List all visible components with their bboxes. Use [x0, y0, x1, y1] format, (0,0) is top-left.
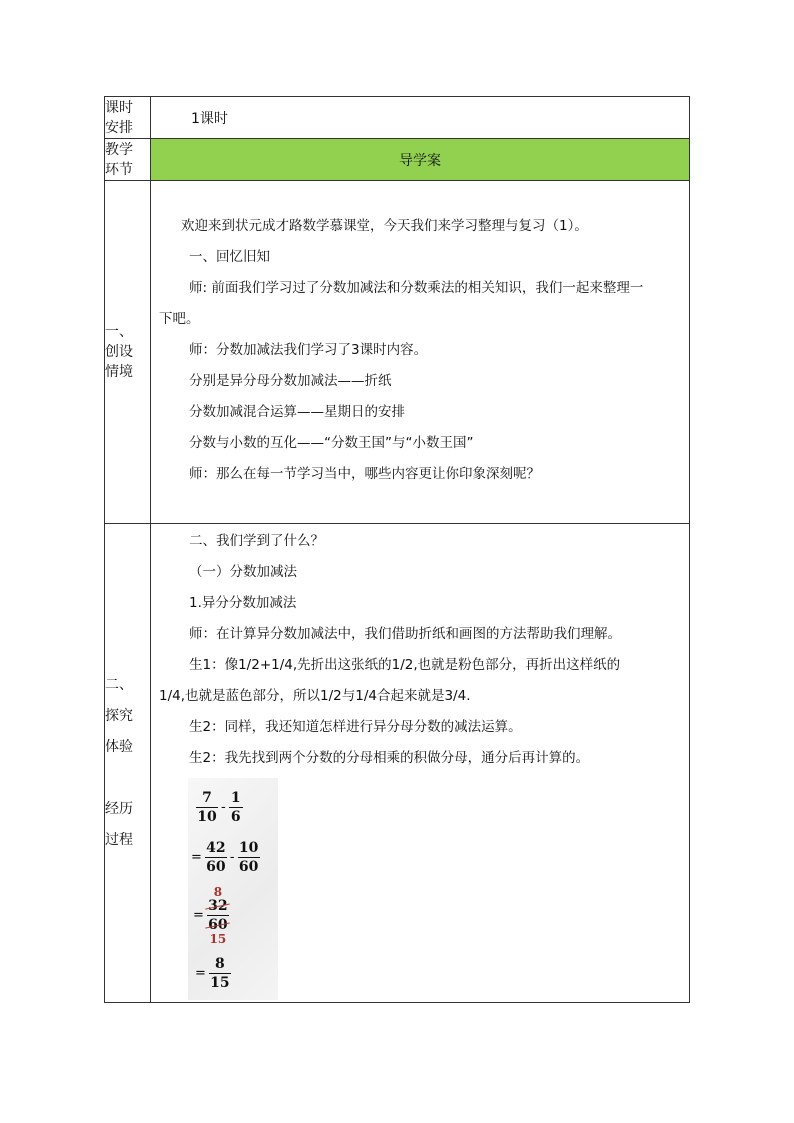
label-line: 一、 — [105, 324, 133, 340]
denominator: 60 — [206, 859, 226, 875]
fraction-bar — [205, 857, 227, 858]
numerator: 32 — [208, 898, 228, 914]
schedule-value: 1课时 — [191, 110, 228, 127]
text-line: 分数加减混合运算——星期日的安排 — [189, 404, 405, 420]
part2-content — [151, 524, 690, 1003]
operator: - — [229, 850, 235, 865]
denominator: 15 — [210, 975, 230, 991]
text-line: 1.异分分数加减法 — [189, 595, 297, 611]
part2-row — [105, 524, 690, 1003]
label-line: 二、 — [105, 677, 133, 693]
label-line: 环节 — [105, 161, 133, 178]
fraction-bar — [209, 973, 231, 974]
label-line: 经历 — [105, 801, 133, 817]
part1-content — [151, 181, 690, 524]
text-line: 生2：同样，我还知道怎样进行异分母分数的减法运算。 — [189, 719, 522, 735]
text-line: 师：在计算异分数加减法中，我们借助折纸和画图的方法帮助我们理解。 — [189, 626, 621, 642]
part2-label — [105, 524, 151, 1003]
schedule-value-cell — [151, 97, 690, 139]
operator: - — [221, 800, 226, 815]
numerator: 1 — [230, 790, 241, 806]
text-line: 生1：像1/2+1/4,先折出这张纸的1/2,也就是粉色部分，再折出这样纸的 — [189, 657, 621, 673]
equals-sign: = — [191, 850, 202, 865]
label-line — [105, 763, 150, 794]
fraction — [238, 840, 260, 875]
denominator: 60 — [238, 859, 259, 875]
label-line: 课时 — [105, 99, 133, 116]
calc-step-3 — [192, 886, 231, 945]
denominator: 60 — [208, 917, 228, 933]
fraction — [229, 790, 243, 825]
fraction — [209, 956, 231, 991]
text-line: 一、回忆旧知 — [189, 249, 270, 265]
label-line: 情境 — [105, 364, 133, 380]
text-line: 分别是异分母分数加减法——折纸 — [189, 373, 392, 389]
denominator: 6 — [230, 809, 241, 825]
text-line: 师: 前面我们学习过了分数加减法和分数乘法的相关知识，我们一起来整理一 — [189, 280, 644, 296]
text-line: 师：分数加减法我们学习了3课时内容。 — [189, 342, 428, 358]
text-line: 二、我们学到了什么？ — [189, 533, 324, 549]
numerator: 42 — [206, 840, 226, 856]
equals-sign: = — [193, 908, 204, 923]
section-row — [105, 139, 690, 181]
text-line: 分数与小数的互化——“分数王国”与“小数王国” — [189, 435, 474, 451]
fraction — [196, 790, 218, 825]
lesson-plan-table — [104, 96, 690, 1003]
fraction-bar — [238, 857, 260, 858]
numerator: 10 — [238, 840, 259, 856]
section-title: 导学案 — [151, 139, 690, 181]
calc-step-1 — [194, 790, 245, 825]
text-line: 师：那么在每一节学习当中，哪些内容更让你印象深刻呢？ — [189, 466, 540, 482]
reduced-fraction — [207, 886, 229, 945]
part1-row — [105, 181, 690, 524]
label-line: 过程 — [105, 832, 133, 848]
fraction-bar — [196, 807, 218, 808]
fraction-bar — [207, 915, 229, 916]
text-line: 1/4,也就是蓝色部分，所以1/2与1/4合起来就是3/4. — [159, 688, 471, 704]
calc-step-2 — [190, 840, 262, 875]
label-line: 创设 — [105, 344, 133, 360]
equals-sign: = — [195, 966, 206, 981]
label-line: 体验 — [105, 739, 133, 755]
fraction-bar — [229, 807, 243, 808]
text-line: 生2：我先找到两个分数的分母相乘的积做分母，通分后再计算的。 — [189, 750, 590, 766]
label-line: 安排 — [105, 119, 133, 136]
text-line: （一）分数加减法 — [189, 564, 297, 580]
numerator: 8 — [215, 956, 225, 972]
part1-label — [105, 181, 151, 524]
reduced-numerator: 8 — [213, 885, 223, 899]
text-line: 欢迎来到状元成才路数学慕课堂，今天我们来学习整理与复习（1）。 — [181, 218, 588, 234]
schedule-label — [105, 97, 151, 139]
fraction — [205, 840, 227, 875]
calc-step-4 — [194, 956, 233, 991]
label-line: 探究 — [105, 708, 133, 724]
denominator: 10 — [197, 809, 217, 825]
label-line: 教学 — [105, 141, 133, 158]
text-line: 下吧。 — [159, 311, 200, 327]
section-label — [105, 139, 151, 181]
fraction-calculation — [188, 778, 278, 1000]
schedule-row — [105, 97, 690, 139]
numerator: 7 — [202, 790, 212, 806]
reduced-denominator: 15 — [209, 932, 227, 946]
